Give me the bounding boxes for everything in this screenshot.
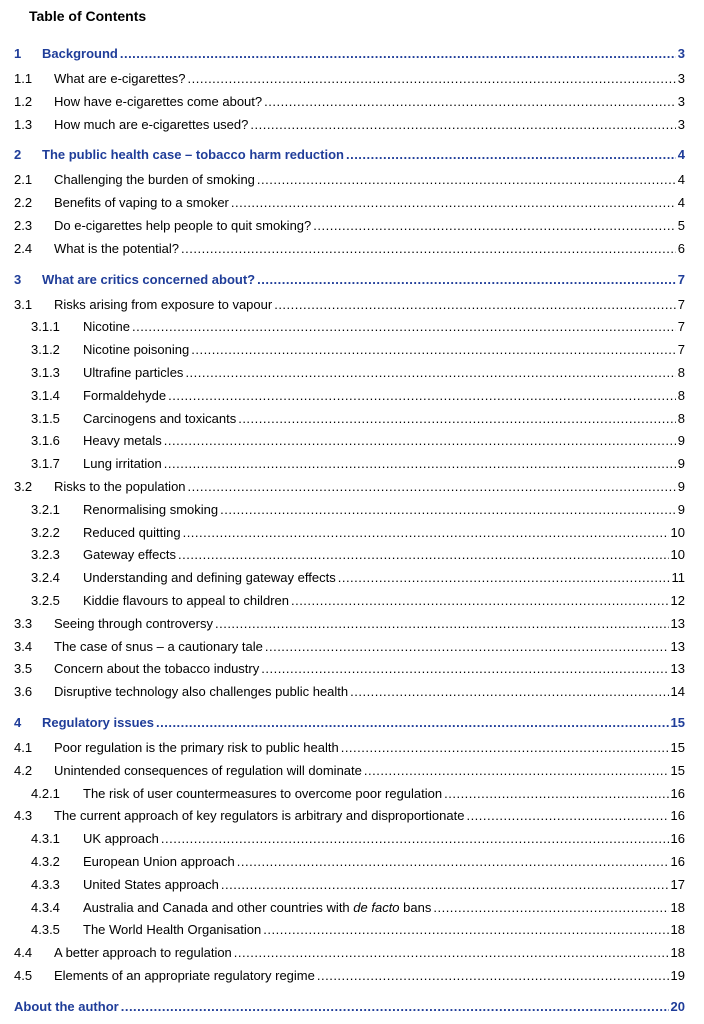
toc-entry-title: Disruptive technology also challenges public health: [54, 684, 349, 700]
dot-leader: [338, 568, 670, 588]
toc-entry-page: 18: [670, 899, 685, 915]
toc-entry-title: Reduced quitting: [83, 524, 181, 540]
toc-entry-page: 10: [670, 524, 685, 540]
toc-entry[interactable]: [14, 92, 685, 112]
dot-leader: [221, 875, 669, 895]
toc-entry-number: 1: [14, 46, 22, 61]
toc-entry-number: 4.5: [14, 968, 33, 983]
toc-entry-title: Nicotine: [83, 319, 130, 335]
toc-entry-page: 18: [670, 922, 685, 938]
toc-entry[interactable]: [14, 270, 685, 290]
toc-entry-page: 11: [671, 570, 685, 586]
dot-leader: [120, 44, 676, 64]
toc-entry[interactable]: [14, 216, 685, 236]
toc-entry-page: 3: [677, 93, 685, 109]
toc-entry-title: Australia and Canada and other countries with de facto bans: [83, 899, 432, 915]
toc-entry-title: Renormalising smoking: [83, 501, 219, 517]
dot-leader: [231, 193, 676, 213]
toc-entry[interactable]: [14, 115, 685, 135]
toc-entry-number: 3.2.4: [31, 570, 60, 586]
toc-entry[interactable]: [14, 637, 685, 657]
toc-entry-number: 3: [14, 271, 22, 287]
toc-entry-page: 13: [670, 661, 685, 677]
toc-entry-title: About the author: [14, 998, 119, 1014]
toc-entry-title: What is the potential?: [54, 240, 180, 256]
toc-entry-page: 8: [677, 410, 685, 426]
toc-entry-number: 4.3.5: [31, 922, 60, 938]
toc-entry-title: Nicotine poisoning: [83, 342, 190, 358]
dot-leader: [346, 145, 676, 165]
toc-entry-title: Poor regulation is the primary risk to public health: [54, 740, 339, 755]
toc-entry-title: Benefits of vaping to a smoker: [54, 195, 229, 211]
toc-entry-number: 3.1.4: [31, 387, 60, 403]
dot-leader: [317, 966, 669, 986]
toc-entry-title: The current approach of key regulators is arbitrary and disproportionate: [54, 808, 465, 824]
toc-entry-number: 3.4: [14, 638, 33, 654]
toc-entry-title: Heavy metals: [83, 433, 162, 449]
toc-entry-page: 15: [670, 762, 685, 778]
toc-entry-number: 3.2.1: [31, 501, 60, 517]
toc-entry-title: Regulatory issues: [42, 715, 154, 730]
toc-entry[interactable]: [14, 295, 685, 315]
toc-entry-title: Elements of an appropriate regulatory regime: [54, 968, 315, 983]
toc-entry-number: 1.3: [14, 116, 33, 132]
toc-entry[interactable]: [14, 44, 685, 64]
toc-entry-page: 8: [677, 387, 685, 403]
toc-entry[interactable]: [14, 523, 685, 543]
toc-entry-number: 3.1.2: [31, 342, 60, 358]
dot-leader: [188, 477, 676, 497]
toc-entry-title: Concern about the tobacco industry: [54, 661, 260, 677]
toc-entry-page: 7: [677, 342, 685, 358]
toc-entry[interactable]: [14, 761, 685, 781]
toc-entry[interactable]: [14, 477, 685, 497]
toc-entry-page: 19: [670, 968, 685, 983]
toc-entry-title: Unintended consequences of regulation will dominate: [54, 762, 362, 778]
toc-entry[interactable]: [14, 614, 685, 634]
toc-entry-page: 18: [670, 945, 685, 961]
dot-leader: [263, 920, 668, 940]
toc-entry-page: 4: [677, 195, 685, 211]
toc-entry-number: 2.4: [14, 240, 33, 256]
toc-entry-title: The public health case – tobacco harm reduction: [42, 147, 344, 163]
toc-entry[interactable]: [14, 920, 685, 940]
toc-entry-title: Ultrafine particles: [83, 365, 184, 380]
dot-leader: [313, 216, 676, 236]
toc-entry-number: 2.1: [14, 172, 33, 188]
toc-entry-number: 3.1.7: [31, 456, 60, 472]
toc-entry[interactable]: [14, 500, 685, 520]
toc-entry-page: 10: [670, 547, 685, 563]
toc-entry-title: Lung irritation: [83, 456, 162, 472]
toc-entry-page: 5: [677, 218, 685, 233]
toc-entry[interactable]: [14, 806, 685, 826]
toc-entry-title: European Union approach: [83, 854, 235, 869]
toc-entry-title: What are critics concerned about?: [42, 271, 256, 287]
toc-entry-number: 3.1.6: [31, 433, 60, 449]
toc-entry[interactable]: [14, 170, 685, 190]
toc-entry-number: 3.2.3: [31, 547, 60, 563]
toc-entry[interactable]: [14, 363, 685, 383]
toc-entry-title: Gateway effects: [83, 547, 176, 563]
toc-entry[interactable]: [14, 409, 685, 429]
toc-entry-title: The case of snus – a cautionary tale: [54, 638, 263, 654]
dot-leader: [466, 806, 668, 826]
toc-entry[interactable]: [14, 340, 685, 360]
toc-entry[interactable]: [14, 145, 685, 165]
toc-entry[interactable]: [14, 659, 685, 679]
toc-entry-page: 12: [670, 593, 685, 608]
toc-entry-number: 1.1: [14, 71, 33, 86]
toc-entry-page: 16: [670, 808, 685, 824]
toc-entry-page: 3: [677, 71, 685, 86]
dot-leader: [350, 682, 668, 702]
toc-entry-number: 3.1.3: [31, 365, 60, 380]
toc-entry-title: How have e-cigarettes come about?: [54, 93, 263, 109]
toc-entry[interactable]: [14, 682, 685, 702]
dot-leader: [178, 545, 669, 565]
toc-entry[interactable]: [14, 545, 685, 565]
toc-entry-number: 3.2: [14, 479, 33, 494]
toc-entry[interactable]: [14, 966, 685, 986]
toc-entry-number: 4.3.1: [31, 831, 60, 847]
toc-entry-page: 3: [677, 116, 685, 132]
dot-leader: [220, 500, 676, 520]
toc-entry-title: United States approach: [83, 876, 219, 892]
dot-leader: [264, 92, 676, 112]
toc-entry-number: 3.2.2: [31, 524, 60, 540]
toc-entry-number: 4.3.3: [31, 876, 60, 892]
toc-entry[interactable]: [14, 875, 685, 895]
toc-entry[interactable]: [14, 784, 685, 804]
toc-entry-page: 9: [677, 456, 685, 472]
toc-entry-number: 3.1.5: [31, 410, 60, 426]
dot-leader: [181, 239, 676, 259]
toc-entry[interactable]: [14, 713, 685, 733]
dot-leader: [161, 829, 669, 849]
toc-entry-number: 4: [14, 715, 22, 730]
toc-entry-number: 3.1.1: [31, 319, 60, 335]
toc-entry-page: 7: [677, 296, 685, 312]
toc-entry-number: 3.3: [14, 615, 33, 631]
toc-entry-number: 4.4: [14, 945, 33, 961]
toc-entry-title: Background: [42, 46, 118, 61]
toc-entry[interactable]: [14, 943, 685, 963]
toc-entry-page: 15: [670, 740, 685, 755]
toc-entry-title: Carcinogens and toxicants: [83, 410, 237, 426]
toc-entry-title: The World Health Organisation: [83, 922, 262, 938]
toc-entry[interactable]: [14, 591, 685, 611]
toc-entry[interactable]: [14, 852, 685, 872]
dot-leader: [191, 340, 676, 360]
toc-entry-number: 3.1: [14, 296, 33, 312]
toc-entry-title: Risks to the population: [54, 479, 186, 494]
toc-entry[interactable]: [14, 386, 685, 406]
dot-leader: [164, 431, 676, 451]
toc-entry-page: 16: [670, 831, 685, 847]
toc-entry-number: 4.3.2: [31, 854, 60, 869]
dot-leader: [257, 170, 676, 190]
toc-entry-number: 4.1: [14, 740, 33, 755]
toc-entry[interactable]: [14, 193, 685, 213]
dot-leader: [121, 997, 669, 1017]
toc-entry-title: Understanding and defining gateway effects: [83, 570, 336, 586]
dot-leader: [291, 591, 669, 611]
dot-leader: [185, 363, 675, 383]
toc-entry-number: 3.2.5: [31, 593, 60, 608]
toc-entry[interactable]: [14, 69, 685, 89]
toc-entry-page: 14: [670, 684, 685, 700]
toc-entry[interactable]: [14, 997, 685, 1017]
toc-entry[interactable]: [14, 239, 685, 259]
toc-entry-number: 3.5: [14, 661, 33, 677]
toc-entry-title: A better approach to regulation: [54, 945, 232, 961]
dot-leader: [237, 852, 669, 872]
toc-entry-page: 17: [670, 876, 685, 892]
dot-leader: [164, 454, 676, 474]
toc-entry-number: 4.3: [14, 808, 33, 824]
dot-leader: [250, 115, 675, 135]
toc-entry-title: How much are e-cigarettes used?: [54, 116, 249, 132]
dot-leader: [261, 659, 668, 679]
toc-entry-number: 2.2: [14, 195, 33, 211]
toc-title: Table of Contents: [29, 8, 147, 24]
dot-leader: [433, 898, 668, 918]
dot-leader: [215, 614, 669, 634]
toc-entry-page: 7: [677, 319, 685, 335]
toc-entry-title: UK approach: [83, 831, 159, 847]
toc-entry-title: Kiddie flavours to appeal to children: [83, 593, 289, 608]
toc-entry[interactable]: [14, 317, 685, 337]
toc-entry-number: 3.6: [14, 684, 33, 700]
dot-leader: [257, 270, 676, 290]
toc-entry-title: Seeing through controversy: [54, 615, 213, 631]
toc-entry-title: The risk of user countermeasures to overcome poor regulation: [83, 785, 443, 801]
toc-entry-page: 15: [670, 715, 685, 730]
toc-entry-page: 13: [670, 615, 685, 631]
toc-entry-page: 8: [677, 365, 685, 380]
toc-entry-page: 13: [670, 638, 685, 654]
dot-leader: [156, 713, 669, 733]
toc-entry[interactable]: [14, 898, 685, 918]
toc-entry[interactable]: [14, 431, 685, 451]
toc-entry-page: 16: [670, 785, 685, 801]
toc-entry-title: Do e-cigarettes help people to quit smoking?: [54, 218, 312, 233]
toc-entry-number: 4.2: [14, 762, 33, 778]
toc-entry[interactable]: [14, 568, 685, 588]
toc-entry-page: 3: [677, 46, 685, 61]
toc-entry-page: 4: [677, 172, 685, 188]
dot-leader: [341, 738, 669, 758]
dot-leader: [183, 523, 669, 543]
toc-entry-page: 6: [677, 240, 685, 256]
toc-entry-title: Formaldehyde: [83, 387, 167, 403]
toc-entry-page: 9: [677, 433, 685, 449]
dot-leader: [188, 69, 676, 89]
dot-leader: [234, 943, 669, 963]
toc-entry-page: 20: [670, 998, 685, 1014]
dot-leader: [168, 386, 676, 406]
toc-entry-title: Risks arising from exposure to vapour: [54, 296, 273, 312]
toc-entry-number: 2.3: [14, 218, 33, 233]
toc-entry-page: 9: [677, 501, 685, 517]
toc-entry-number: 2: [14, 147, 22, 163]
toc-entry-page: 4: [677, 147, 685, 163]
toc-entry-number: 4.2.1: [31, 785, 60, 801]
toc-entry[interactable]: [14, 738, 685, 758]
toc-entry[interactable]: [14, 829, 685, 849]
toc-entry-number: 1.2: [14, 93, 33, 109]
toc-entry-title: What are e-cigarettes?: [54, 71, 186, 86]
dot-leader: [238, 409, 676, 429]
toc-entry-page: 9: [677, 479, 685, 494]
toc-entry-number: 4.3.4: [31, 899, 60, 915]
toc-entry-title: Challenging the burden of smoking: [54, 172, 255, 188]
dot-leader: [265, 637, 669, 657]
dot-leader: [444, 784, 668, 804]
toc-entry-page: 7: [677, 271, 685, 287]
dot-leader: [364, 761, 669, 781]
dot-leader: [274, 295, 676, 315]
toc-entry-page: 16: [670, 854, 685, 869]
dot-leader: [132, 317, 676, 337]
toc-entry[interactable]: [14, 454, 685, 474]
